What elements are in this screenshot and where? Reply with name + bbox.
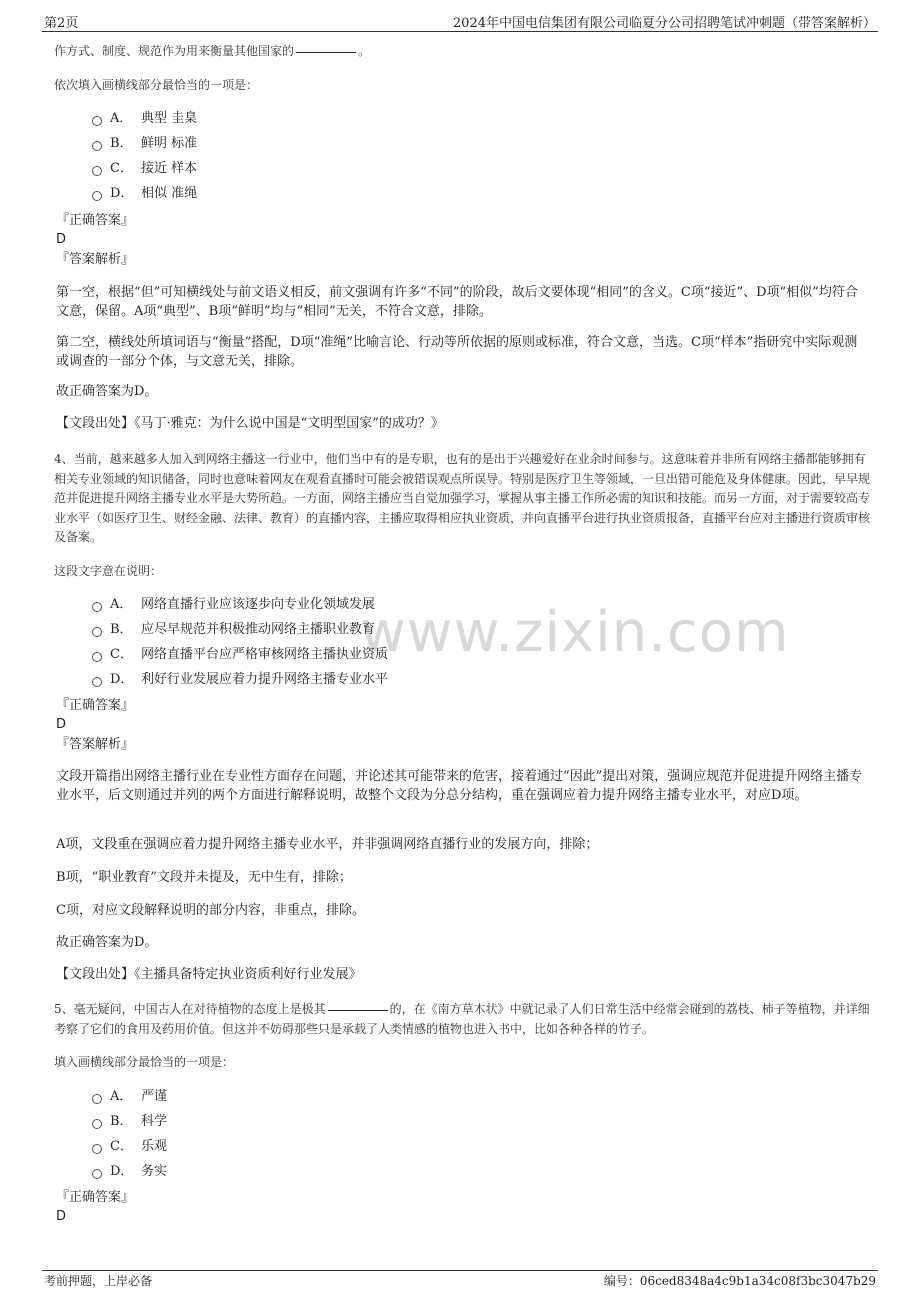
radio-icon[interactable] bbox=[92, 652, 102, 662]
q5-answer: D bbox=[56, 1209, 67, 1224]
q3-prompt: 依次填入画横线部分最恰当的一项是： bbox=[54, 78, 259, 92]
watermark: www.zixin.com bbox=[360, 600, 790, 665]
option-text: 务实 bbox=[141, 1164, 168, 1179]
option-letter: A． bbox=[110, 111, 133, 126]
option-letter: C． bbox=[110, 647, 133, 662]
q5-option-c[interactable] bbox=[92, 1138, 167, 1156]
option-letter: D． bbox=[110, 1164, 134, 1179]
q3-answer: D bbox=[56, 232, 67, 247]
q5-option-b[interactable] bbox=[92, 1113, 167, 1131]
q4-option-c[interactable] bbox=[92, 646, 388, 664]
q4-option-a[interactable] bbox=[92, 596, 375, 614]
q4-prompt: 这段文字意在说明： bbox=[54, 564, 163, 578]
radio-icon[interactable] bbox=[92, 627, 102, 637]
q4-analysis-paragraph: B项，“职业教育”文段并未提及，无中生有，排除； bbox=[56, 870, 352, 885]
q5-option-a[interactable] bbox=[92, 1088, 167, 1106]
radio-icon[interactable] bbox=[92, 116, 102, 126]
radio-icon[interactable] bbox=[92, 191, 102, 201]
q4-answer: D bbox=[56, 717, 67, 732]
radio-icon[interactable] bbox=[92, 1169, 102, 1179]
q3-stem-tail bbox=[54, 42, 874, 62]
radio-icon[interactable] bbox=[92, 1144, 102, 1154]
q5-stem bbox=[54, 1000, 874, 1039]
option-text: 接近 样本 bbox=[141, 161, 198, 176]
q3-option-c[interactable] bbox=[92, 160, 197, 178]
option-text: 相似 准绳 bbox=[141, 186, 198, 201]
q4-analysis-paragraph: C项，对应文段解释说明的部分内容，非重点，排除。 bbox=[56, 903, 365, 918]
q5-stem-text: 的，在《南方草木状》中就记录了人们日常生活中经常会碰到的荔枝、柿子等植物，并详细考察了它们的食用及药用价值。但这并不妨碍那些只是承载了人类情感的植物也进入书中，比如各种各样的竹子。 bbox=[54, 1002, 870, 1036]
page-number: 第2页 bbox=[44, 16, 79, 31]
q3-analysis-paragraph: 第一空，根据“但”可知横线处与前文语义相反，前文强调有许多“不同”的阶段，故后文要体现“相同”的含义。C项“接近”、D项“相似”均符合文意，保留。A项“典型”、B项“鲜明”均与“相同”无关，不符合文意，排除。 bbox=[56, 285, 858, 319]
option-text: 应尽早规范并积极推动网络主播职业教育 bbox=[141, 622, 376, 637]
q4-conclusion: 故正确答案为D。 bbox=[56, 935, 158, 950]
option-letter: C． bbox=[110, 1139, 133, 1154]
option-letter: A． bbox=[110, 597, 133, 612]
option-letter: D． bbox=[110, 672, 134, 687]
document-title: 2024年中国电信集团有限公司临夏分公司招聘笔试冲刺题（带答案解析） bbox=[452, 16, 876, 31]
q3-blank bbox=[296, 52, 356, 53]
option-text: 网络直播行业应该逐步向专业化领域发展 bbox=[141, 597, 376, 612]
option-text: 鲜明 标准 bbox=[141, 136, 198, 151]
option-text: 典型 圭臬 bbox=[141, 111, 198, 126]
q4-option-b[interactable] bbox=[92, 621, 375, 639]
option-letter: B． bbox=[110, 622, 133, 637]
header-divider bbox=[42, 31, 878, 32]
radio-icon[interactable] bbox=[92, 1094, 102, 1104]
q4-stem: 4、当前，越来越多人加入到网络主播这一行业中，他们当中有的是专职，也有的是出于兴趣爱好在业余时间参与。这意味着并非所有网络主播都能够拥有相关专业领域的知识储备，同时也意味着网友在观看直播时可能会被错误观点所误导。特别是医疗卫生等领域，一旦出错可能危及身体健康。因此，早早规范并促进提升网络主播专业水平是大势所趋。一方面，网络主播应当自觉加强学习，掌握从事主播工作所必需的知识和技能。而另一方面，对于需要较高专业水平（如医疗卫生、财经金融、法律、教育）的直播内容，主播应取得相应执业资质，并向直播平台进行执业资质报备，直播平台应对主播进行资质审核及备案。 bbox=[54, 452, 871, 544]
q3-option-b[interactable] bbox=[92, 135, 197, 153]
option-text: 利好行业发展应着力提升网络主播专业水平 bbox=[141, 672, 389, 687]
q4-analysis-paragraph: 文段开篇指出网络主播行业在专业性方面存在问题，并论述其可能带来的危害，接着通过“因此”提出对策，强调应规范并促进提升网络主播专业水平，后文则通过并列的两个方面进行解释说明，故整个文段为分总分结构，重在强调应着力提升网络主播专业水平，对应D项。 bbox=[56, 769, 863, 803]
document-id: 编号：06ced8348a4c9b1a34c08f3bc3047b29 bbox=[603, 1274, 876, 1288]
footer-slogan: 考前押题，上岸必备 bbox=[44, 1274, 153, 1288]
q5-option-d[interactable] bbox=[92, 1163, 167, 1181]
q3-stem-end: 。 bbox=[358, 44, 371, 58]
q5-prompt: 填入画横线部分最恰当的一项是： bbox=[54, 1055, 235, 1069]
radio-icon[interactable] bbox=[92, 166, 102, 176]
q4-analysis-paragraph: A项，文段重在强调应着力提升网络主播专业水平，并非强调网络直播行业的发展方向，排除； bbox=[56, 837, 599, 852]
q3-analysis-tag: 『答案解析』 bbox=[56, 252, 135, 267]
q4-source: 【文段出处】《主播具备特定执业资质利好行业发展》 bbox=[56, 967, 362, 982]
q3-option-d[interactable] bbox=[92, 185, 197, 203]
option-letter: A． bbox=[110, 1089, 133, 1104]
q3-answer-tag: 『正确答案』 bbox=[56, 213, 135, 228]
option-text: 乐观 bbox=[141, 1139, 168, 1154]
q3-source: 【文段出处】《马丁·雅克：为什么说中国是“文明型国家”的成功？》 bbox=[56, 416, 444, 431]
option-letter: C． bbox=[110, 161, 133, 176]
footer-divider bbox=[42, 1270, 878, 1271]
option-letter: D． bbox=[110, 186, 134, 201]
q4-answer-tag: 『正确答案』 bbox=[56, 698, 135, 713]
option-text: 网络直播平台应严格审核网络主播执业资质 bbox=[141, 647, 389, 662]
q3-analysis-paragraph: 第二空，横线处所填词语与“衡量”搭配，D项“准绳”比喻言论、行动等所依据的原则或标准，符合文意，当选。C项“样本”指研究中实际观测或调查的一部分个体，与文意无关，排除。 bbox=[56, 335, 858, 369]
radio-icon[interactable] bbox=[92, 141, 102, 151]
option-text: 严谨 bbox=[141, 1089, 168, 1104]
radio-icon[interactable] bbox=[92, 602, 102, 612]
q3-stem-text: 作方式、制度、规范作为用来衡量其他国家的 bbox=[54, 44, 295, 58]
q4-option-d[interactable] bbox=[92, 671, 388, 689]
q5-stem-text: 5、毫无疑问，中国古人在对待植物的态度上是极其 bbox=[54, 1002, 326, 1016]
q3-conclusion: 故正确答案为D。 bbox=[56, 384, 158, 399]
q3-option-a[interactable] bbox=[92, 110, 197, 128]
option-letter: B． bbox=[110, 136, 133, 151]
option-letter: B． bbox=[110, 1114, 133, 1129]
q5-answer-tag: 『正确答案』 bbox=[56, 1190, 135, 1205]
radio-icon[interactable] bbox=[92, 677, 102, 687]
q4-analysis-tag: 『答案解析』 bbox=[56, 737, 135, 752]
q5-blank bbox=[328, 1010, 388, 1011]
radio-icon[interactable] bbox=[92, 1119, 102, 1129]
option-text: 科学 bbox=[141, 1114, 168, 1129]
